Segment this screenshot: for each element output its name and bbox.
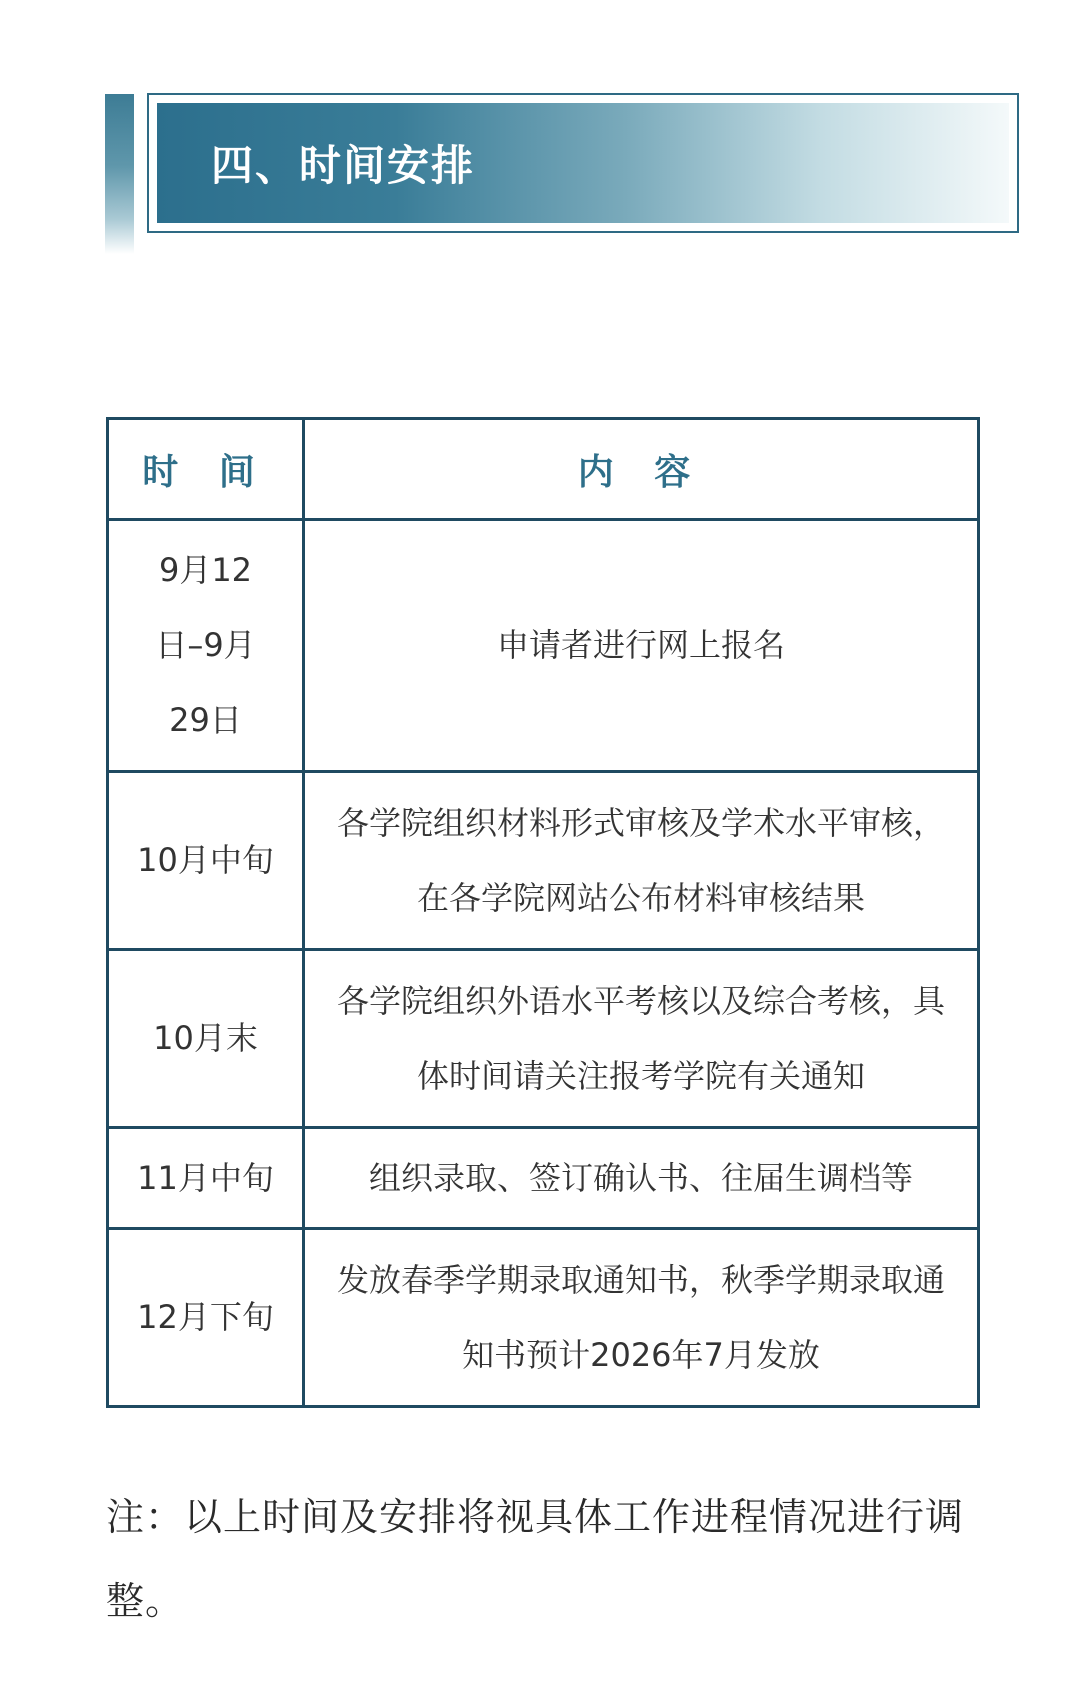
table-row [108, 1128, 979, 1229]
row-time [108, 1128, 304, 1229]
section-title: 四、时间安排 [211, 141, 476, 190]
section-accent-bar [105, 94, 134, 254]
section-header-background [157, 103, 1009, 223]
row-time [108, 950, 304, 1128]
row-content-text: 组织录取、签订确认书、往届生调档等 [368, 1158, 913, 1197]
row-content-text: 各学院组织材料形式审核及学术水平审核，在各学院网站公布材料审核结果 [336, 803, 945, 917]
row-content [304, 772, 979, 950]
section-header [147, 93, 1019, 233]
row-time-text: 9月12日–9月29日 [155, 551, 256, 739]
row-time-text: 12月下旬 [137, 1298, 274, 1336]
row-content-text: 发放春季学期录取通知书，秋季学期录取通知书预计2026年7月发放 [336, 1260, 945, 1374]
row-time [108, 1229, 304, 1407]
row-content [304, 1229, 979, 1407]
row-content [304, 1128, 979, 1229]
row-content-text: 申请者进行网上报名 [496, 626, 785, 664]
row-content [304, 520, 979, 772]
table-row [108, 772, 979, 950]
row-time-text: 11月中旬 [137, 1158, 274, 1197]
row-time-text: 10月末 [153, 1019, 258, 1057]
row-time-text: 10月中旬 [137, 841, 274, 879]
row-time [108, 772, 304, 950]
row-content [304, 950, 979, 1128]
schedule-table [106, 417, 980, 1408]
row-time [108, 520, 304, 772]
header-time: 时 间 [108, 419, 304, 520]
row-content-text: 各学院组织外语水平考核以及综合考核，具体时间请关注报考学院有关通知 [336, 981, 945, 1095]
header-content: 内 容 [304, 419, 979, 520]
table-row [108, 520, 979, 772]
footnote: 注：以上时间及安排将视具体工作进程情况进行调整。 [106, 1495, 965, 1623]
table-row [108, 950, 979, 1128]
table-header-row [108, 419, 979, 520]
table-row [108, 1229, 979, 1407]
